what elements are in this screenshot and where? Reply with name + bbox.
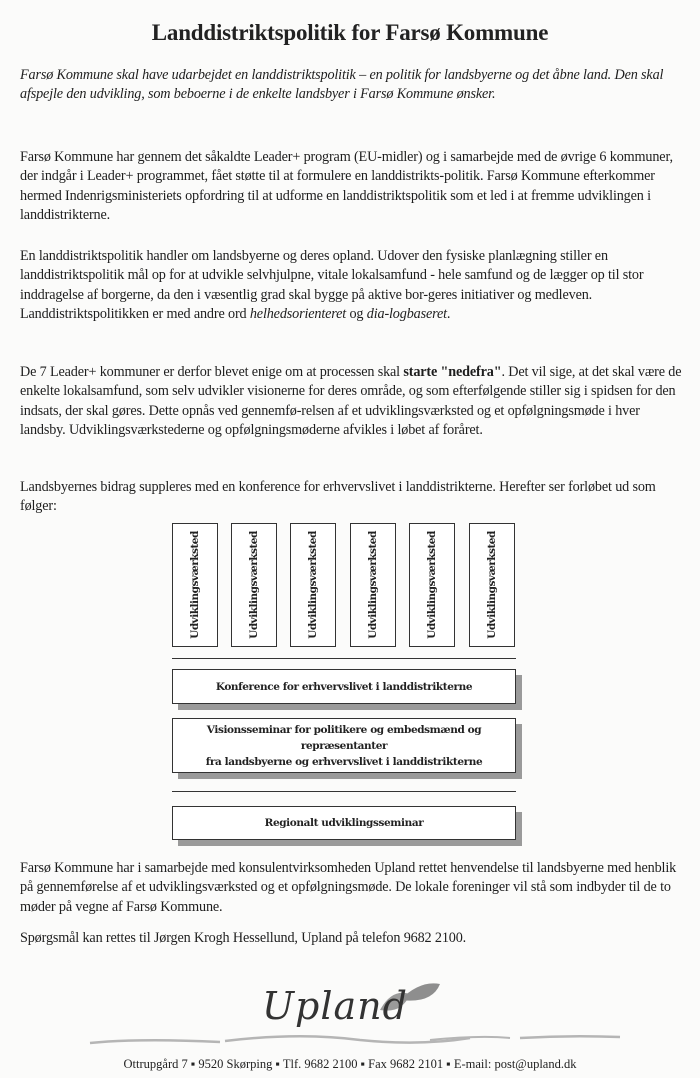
footer-contact: Ottrupgård 7 ▪ 9520 Skørping ▪ Tlf. 9682 2100 ▪ Fax 9682 2101 ▪ E-mail: post@upland.dk — [123, 1057, 577, 1071]
workshop-box: Udviklingsværksted — [350, 523, 396, 647]
divider-line — [172, 658, 516, 659]
vision-seminar-box: Visionsseminar for politikere og embedsmænd og repræsentanter fra landsbyerne og erhvervslivet i landdistrikterne — [172, 718, 516, 773]
conference-box: Konference for erhvervslivet i landdistrikterne — [172, 669, 516, 704]
paragraph-leader-program: Farsø Kommune har gennem det såkaldte Leader+ program (EU-midler) og i samarbejde med de øvrige 6 kommuner, der indgår i Leader+ programmet, fået støtte til at formulere en landdistrikts-politik. Farsø Kommune efterkommer hermed Indenrigsministeriets opfordring til at udforme en landdistriktspolitik som et led i at fremme udviklingen i landdistrikterne. — [20, 149, 673, 223]
emphasis-bottom-up: starte "nedefra" — [403, 364, 502, 380]
emphasis-dialogue: dia-logbaseret — [366, 305, 447, 322]
paragraph-process-intro: Landsbyernes bidrag suppleres med en konference for erhvervslivet i landdistrikterne. Herefter ser forløbet ud som følger: — [20, 479, 656, 515]
paragraph-contact: Spørgsmål kan rettes til Jørgen Krogh Hessellund, Upland på telefon 9682 2100. — [20, 930, 467, 946]
paragraph-definition: En landdistriktspolitik handler om landsbyerne og deres opland. Udover den fysiske planlægning stiller en landdistriktspolitik mål op for at udvikle selvhjulpne, vitale lokalsamfund - hele samfund og de lægger op til stor inddragelse af borgerne, da den i væsentlig grad skal bygge på aktive bor-geres initiativer og medleven. Landdistriktspolitikken er med andre ord helhedsorienteret og dia-logbaseret. — [20, 248, 644, 322]
paragraph-upland: Farsø Kommune har i samarbejde med konsulentvirksomheden Upland rettet henvendelse til landsbyerne med henblik på gennemførelse af et udviklingsværksted og et opfølgningsmøde. De lokale foreninger vil stå som indbyder til de to møder på vegne af Farsø Kommune. — [20, 860, 677, 915]
paragraph-bottom-up: De 7 Leader+ kommuner er derfor blevet enige om at processen skal starte "nedefra". Det vil sige, at det skal være de enkelte lokalsamfund, som selv udvikler visionerne for deres område, og som efterfølgende stiller sig i spidsen for den indsats, der skal gøres. Dette opnås ved gennemfø-relsen af et udviklingsværksted og et opfølgningsmøde i hver landsby. Udviklingsværkstederne og opfølgningsmøderne afvikles i løbet af foråret. — [20, 364, 682, 438]
workshop-box: Udviklingsværksted — [290, 523, 336, 647]
emphasis-holistic: helhedsorienteret — [249, 305, 347, 322]
workshop-box: Udviklingsværksted — [469, 523, 515, 647]
regional-seminar-box: Regionalt udviklingsseminar — [172, 806, 516, 840]
logo-text: Upland — [262, 984, 408, 1028]
workshop-box: Udviklingsværksted — [231, 523, 277, 647]
intro-paragraph: Farsø Kommune skal have udarbejdet en landdistriktspolitik – en politik for landsbyerne og det åbne land. Den skal afspejle den udvikling, som beboerne i de enkelte landsbyer i Farsø Kommune ønsker. — [20, 67, 664, 103]
upland-logo — [0, 980, 700, 1050]
workshop-box: Udviklingsværksted — [409, 523, 455, 647]
page-title: Landdistriktspolitik for Farsø Kommune — [151, 20, 549, 45]
divider-line — [172, 791, 516, 792]
workshop-box: Udviklingsværksted — [172, 523, 218, 647]
